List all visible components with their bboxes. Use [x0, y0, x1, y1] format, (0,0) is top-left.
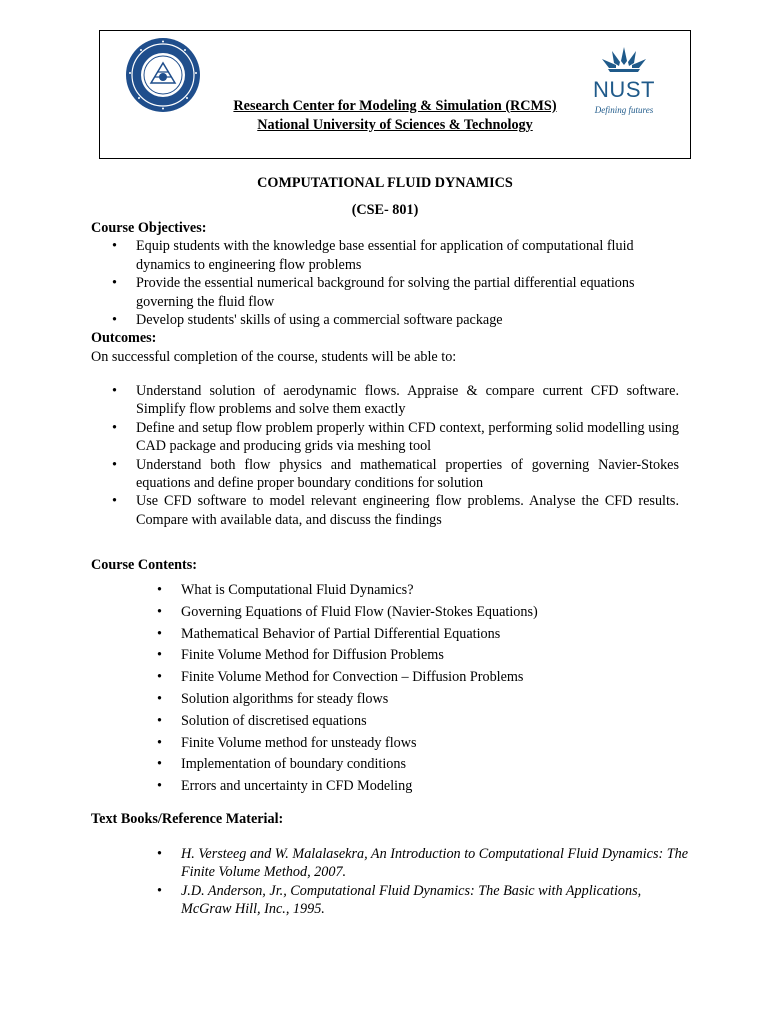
- list-item: • Finite Volume Method for Convection – Diffusion Problems: [91, 668, 679, 690]
- references-heading: Text Books/Reference Material:: [91, 811, 284, 827]
- outcomes-intro: On successful completion of the course, students will be able to:: [91, 348, 457, 365]
- objectives-heading: Course Objectives:: [91, 220, 207, 236]
- course-code: (CSE- 801): [351, 202, 419, 218]
- list-item: • Equip students with the knowledge base essential for application of computational fluid dynamics to engineering flow problems: [91, 237, 679, 274]
- objectives-section: [91, 219, 679, 366]
- contents-section: [91, 581, 679, 799]
- list-item: • Provide the essential numerical background for solving the partial differential equations governing the fluid flow: [91, 274, 679, 311]
- list-item: • Use CFD software to model relevant engineering flow problems. Analyse the CFD results. Compare with available data, and discuss the findings: [91, 492, 679, 529]
- outcomes-heading: Outcomes:: [91, 330, 157, 347]
- list-item: • Finite Volume Method for Diffusion Problems: [91, 646, 679, 668]
- list-item: • Mathematical Behavior of Partial Differential Equations: [91, 625, 679, 647]
- list-item: • Define and setup flow problem properly within CFD context, performing solid modelling using CAD package and producing grids via meshing tool: [91, 419, 679, 456]
- course-title: COMPUTATIONAL FLUID DYNAMICS: [257, 175, 513, 191]
- list-item: • Solution algorithms for steady flows: [91, 690, 679, 712]
- logo-tagline: Defining futures: [594, 105, 654, 115]
- list-item: • Errors and uncertainty in CFD Modeling: [91, 777, 679, 799]
- list-item: • What is Computational Fluid Dynamics?: [91, 581, 679, 603]
- references-section: [91, 845, 691, 919]
- list-item: • Implementation of boundary conditions: [91, 755, 679, 777]
- list-item: • Finite Volume method for unsteady flows: [91, 734, 679, 756]
- objectives-list: [91, 237, 679, 329]
- list-item: • J.D. Anderson, Jr., Computational Fluid Dynamics: The Basic with Applications, McGraw Hill, Inc., 1995.: [91, 882, 691, 919]
- references-list: [91, 845, 691, 919]
- letterhead: [99, 30, 691, 159]
- center-name: Research Center for Modeling & Simulation (RCMS): [233, 98, 557, 114]
- contents-list: [91, 581, 679, 799]
- header-titles: [100, 97, 690, 134]
- university-name: National University of Sciences & Technology: [257, 116, 533, 133]
- list-item: • Solution of discretised equations: [91, 712, 679, 734]
- list-item: • Governing Equations of Fluid Flow (Navier-Stokes Equations): [91, 603, 679, 625]
- list-item: • H. Versteeg and W. Malalasekra, An Introduction to Computational Fluid Dynamics: The Finite Volume Method, 2007.: [91, 845, 691, 882]
- list-item: • Understand both flow physics and mathematical properties of governing Navier-Stokes equations and define proper boundary conditions for solution: [91, 456, 679, 493]
- logo-text: NUST: [593, 77, 655, 102]
- list-item: • Develop students' skills of using a commercial software package: [91, 311, 679, 329]
- list-item: • Understand solution of aerodynamic flows. Appraise & compare current CFD software. Simplify flow problems and solve them exactly: [91, 382, 679, 419]
- contents-heading: Course Contents:: [91, 557, 198, 573]
- outcomes-list: [91, 382, 679, 529]
- outcomes-section: [91, 382, 679, 529]
